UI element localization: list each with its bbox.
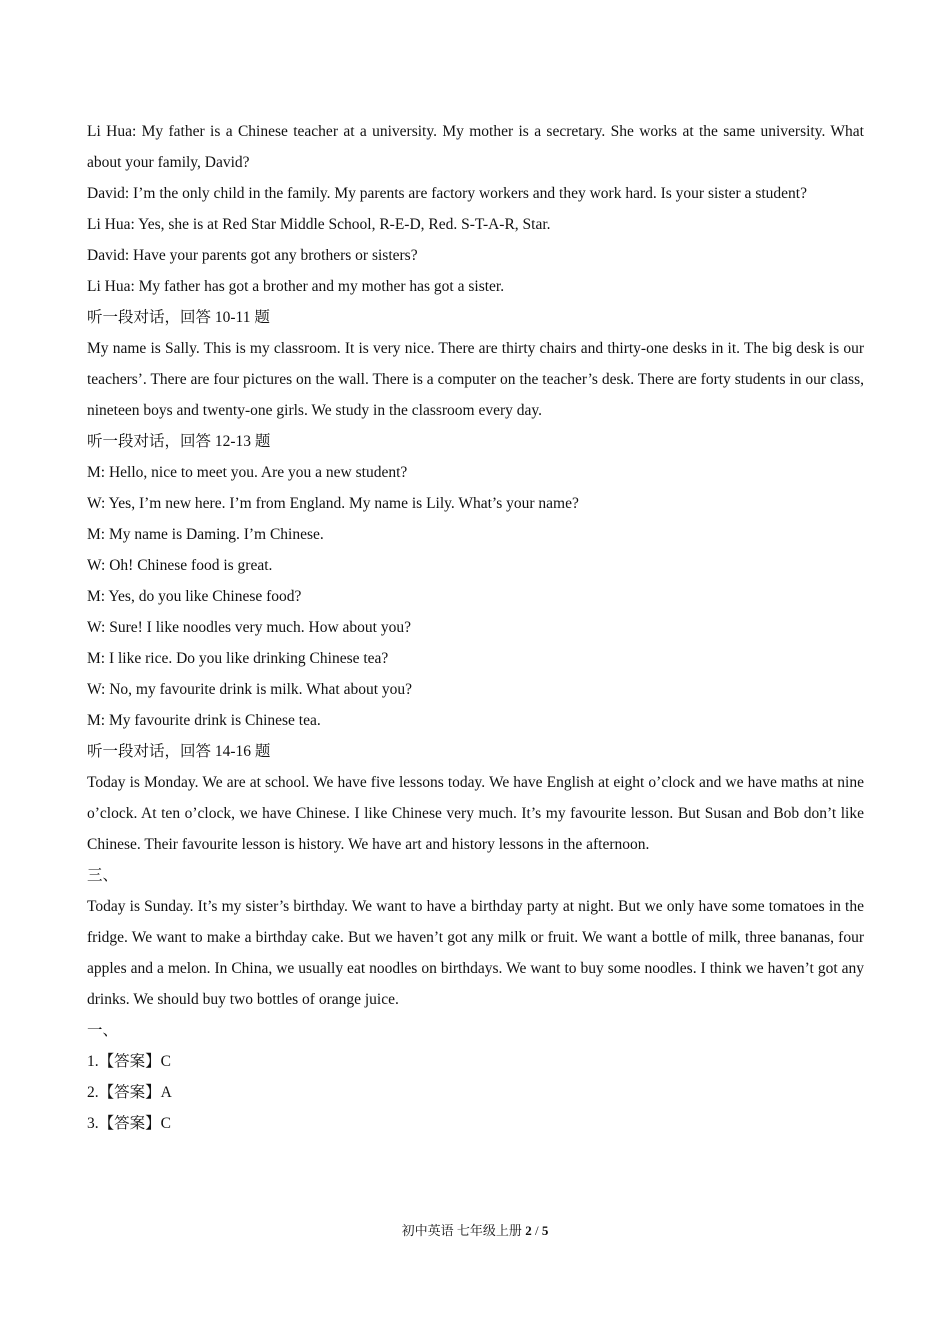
dialogue-line: W: Oh! Chinese food is great. (87, 557, 273, 574)
dialogue-line: W: No, my favourite drink is milk. What about you? (87, 681, 413, 698)
section-heading: 听一段对话，回答 10-11 题 (87, 309, 270, 326)
dialogue-line: Li Hua: My father has got a brother and my mother has got a sister. (87, 278, 505, 295)
dialogue-line: W: Sure! I like noodles very much. How about you? (87, 619, 411, 636)
page-total: 5 (541, 1223, 549, 1238)
passage-paragraph: Today is Sunday. It’s my sister’s birthday. We want to have a birthday party at night. But we only have some tomatoes in the fridge. We want to make a birthday cake. But we haven’t got any milk or fruit. We want a bottle of milk, three bananas, four apples and a melon. In China, we usually eat noodles on birthdays. We want to buy some noodles. I think we haven’t got any drinks. We should buy two bottles of orange juice. (87, 898, 864, 1008)
page-number: 2 (525, 1223, 532, 1238)
section-number: 三、 (87, 867, 119, 884)
dialogue-line: W: Yes, I’m new here. I’m from England. My name is Lily. What’s your name? (87, 495, 579, 512)
dialogue-line: M: My favourite drink is Chinese tea. (87, 712, 321, 729)
section-heading: 听一段对话，回答 12-13 题 (87, 433, 271, 450)
page-separator: / (531, 1223, 542, 1238)
passage-paragraph: My name is Sally. This is my classroom. It is very nice. There are thirty chairs and thirty-one desks in it. The big desk is our teachers’. There are four pictures on the wall. There is a computer on the teacher’s desk. There are forty students in our class, nineteen boys and twenty-one girls. We study in the classroom every day. (87, 340, 864, 419)
answer-line: 2.【答案】A (87, 1084, 172, 1101)
dialogue-line: Li Hua: Yes, she is at Red Star Middle School, R-E-D, Red. S-T-A-R, Star. (87, 216, 551, 233)
dialogue-line: David: Have your parents got any brothers or sisters? (87, 247, 418, 264)
dialogue-line: M: My name is Daming. I’m Chinese. (87, 526, 324, 543)
passage-paragraph: Today is Monday. We are at school. We have five lessons today. We have English at eight o’clock and we have maths at nine o’clock. At ten o’clock, we have Chinese. I like Chinese very much. It’s my favourite lesson. But Susan and Bob don’t like Chinese. Their favourite lesson is history. We have art and history lessons in the afternoon. (87, 774, 864, 853)
dialogue-line: M: Yes, do you like Chinese food? (87, 588, 302, 605)
document-body (87, 116, 864, 1139)
answer-line: 3.【答案】C (87, 1115, 171, 1132)
section-number: 一、 (87, 1022, 119, 1039)
page-footer (0, 1221, 950, 1241)
dialogue-paragraph: David: I’m the only child in the family. My parents are factory workers and they work hard. Is your sister a student? (87, 185, 807, 202)
dialogue-line: M: Hello, nice to meet you. Are you a new student? (87, 464, 408, 481)
footer-subject: 初中英语 七年级上册 (401, 1223, 526, 1238)
answer-line: 1.【答案】C (87, 1053, 171, 1070)
section-heading: 听一段对话，回答 14-16 题 (87, 743, 271, 760)
dialogue-paragraph: Li Hua: My father is a Chinese teacher at a university. My mother is a secretary. She works at the same university. What about your family, David? (87, 123, 864, 171)
dialogue-line: M: I like rice. Do you like drinking Chinese tea? (87, 650, 389, 667)
